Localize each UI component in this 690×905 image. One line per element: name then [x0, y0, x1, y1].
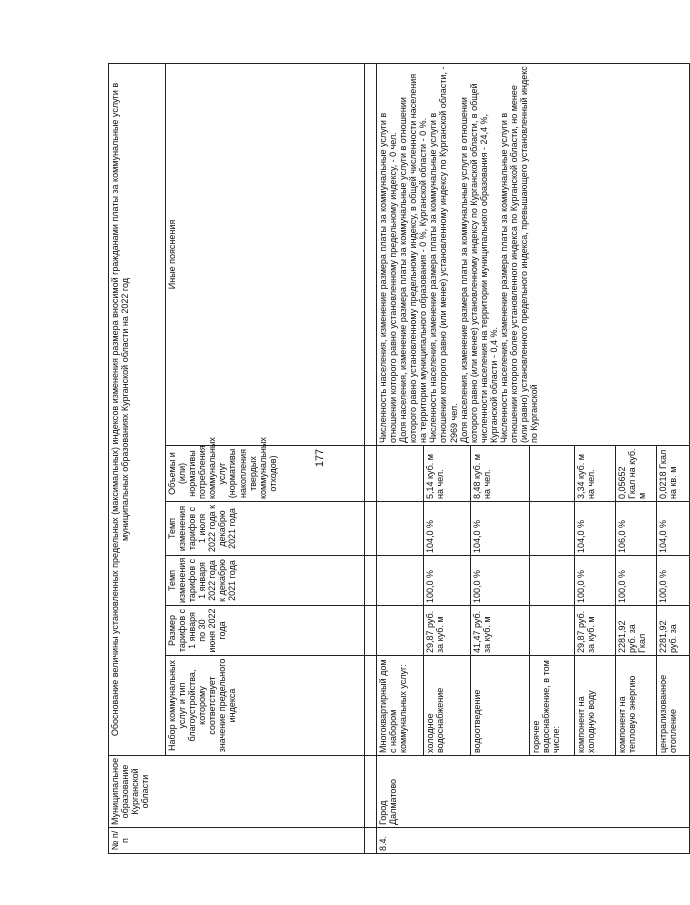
table-title: Обоснование величины установленных предельных (максимальных) индексов изменения размера вносимой гражданами платы за коммунальные услуги в муниципальных образованиях Курганской области на 2022 год — [109, 63, 166, 755]
group-label: Многоквартирный дом с набором коммунальных услуг: — [377, 656, 424, 756]
rate-july-value: 104,0 % — [657, 502, 690, 556]
note-1: Численность населения, изменение размера платы за коммунальные услуги в отношении которого равно установленному предельному индексу, - 0 чел. — [378, 112, 399, 443]
rate-july-value: 104,0 % — [575, 502, 616, 556]
tariff-value: 2281,92 руб. за — [657, 606, 690, 656]
page-number: 177 — [314, 448, 327, 468]
tariff-value: 29,87 руб. за куб. м — [575, 606, 616, 656]
rate-january-value: 100,0 % — [575, 556, 616, 606]
spacer-row — [365, 63, 377, 853]
service-name: централизованное отопление — [657, 656, 690, 756]
header-number: № п/п — [109, 828, 365, 854]
service-name: компонент на тепловую энергию — [616, 656, 657, 756]
service-name: горячее водоснабжение, в том числе: — [530, 656, 575, 756]
entry-municipality: Город Далматово — [377, 756, 690, 828]
rate-january-value: 100,0 % — [471, 556, 530, 606]
header-volume: Объемы и (или) нормативы потребления коммунальных услуг (нормативы накопления твердых коммунальных отходов) — [166, 446, 365, 502]
tariff-value: 2281,92 руб. за Гкал — [616, 606, 657, 656]
table-row — [377, 63, 424, 853]
tariff-value: 41,47 руб. за куб. м — [471, 606, 530, 656]
tariff-value: 29,87 руб. за куб. м — [424, 606, 471, 656]
rate-july-value: 104,0 % — [471, 502, 530, 556]
service-name: компонент на холодную воду — [575, 656, 616, 756]
notes-cell — [377, 63, 690, 445]
volume-value: 5,14 куб. м на чел. — [424, 446, 471, 502]
service-name: холодное водоснабжение — [424, 656, 471, 756]
service-name: водоотведение — [471, 656, 530, 756]
note-3: Численность населения, изменение размера платы за коммунальные услуги в отношении которого равно (или менее) установленному индексу по Курганской области, - 2969 чел. — [428, 66, 459, 443]
rate-january-value: 100,0 % — [424, 556, 471, 606]
header-rate-july: Темп изменения тарифов с 1 июля 2022 года к декабрю 2021 года — [166, 502, 365, 556]
header-services: Набор коммунальных услуг и тип благоустройства, которому соответствует значение предельного индекса — [166, 656, 365, 756]
volume-value: 8,48 куб. м на чел. — [471, 446, 530, 502]
rate-january-value: 100,0 % — [616, 556, 657, 606]
rate-january-value: 100,0 % — [657, 556, 690, 606]
volume-value: 0,0218 Гкал на кв. м — [657, 446, 690, 502]
header-tariff: Размер тарифов с 1 января по 30 июня 2022 года — [166, 606, 365, 656]
entry-number: 8.4. — [377, 828, 690, 854]
volume-value: 3,34 куб. м на чел. — [575, 446, 616, 502]
header-municipality: Муниципальное образование Курганской области — [109, 756, 365, 828]
note-5: Численность населения, изменение размера платы за коммунальные услуги в отношении которого более установленного индекса по Курганской области, но менее (или равно) установленного предельного индекса, превышающего установленный индекс по Курганской — [498, 66, 540, 443]
rotated-table-wrapper — [108, 64, 679, 854]
header-notes: Иные пояснения — [166, 63, 365, 445]
volume-value: 0,05652 Гкал на куб. м — [616, 446, 657, 502]
rate-july-value: 104,0 % — [424, 502, 471, 556]
note-4: Доля населения, изменение размера платы за коммунальные услуги в отношении которого равно (или менее) установленному индексу по Курганской области, в общей численности населения на территории муниципального образования - 24,4 %, Курганской области - 0,4 %. — [458, 83, 499, 443]
note-2: Доля населения, изменение размера платы за коммунальные услуги в отношении которого равно установленному предельному индексу, в общей численности населения на территории муниципального образования - 0 %, Курганской области - 0 %. — [398, 73, 429, 443]
rate-july-value: 106,0 % — [616, 502, 657, 556]
header-rate-january: Темп изменения тарифов с 1 января 2022 года к декабрю 2021 года — [166, 556, 365, 606]
header-title-row — [109, 63, 166, 853]
header-columns-row — [166, 63, 365, 853]
tariff-justification-table — [108, 63, 690, 854]
